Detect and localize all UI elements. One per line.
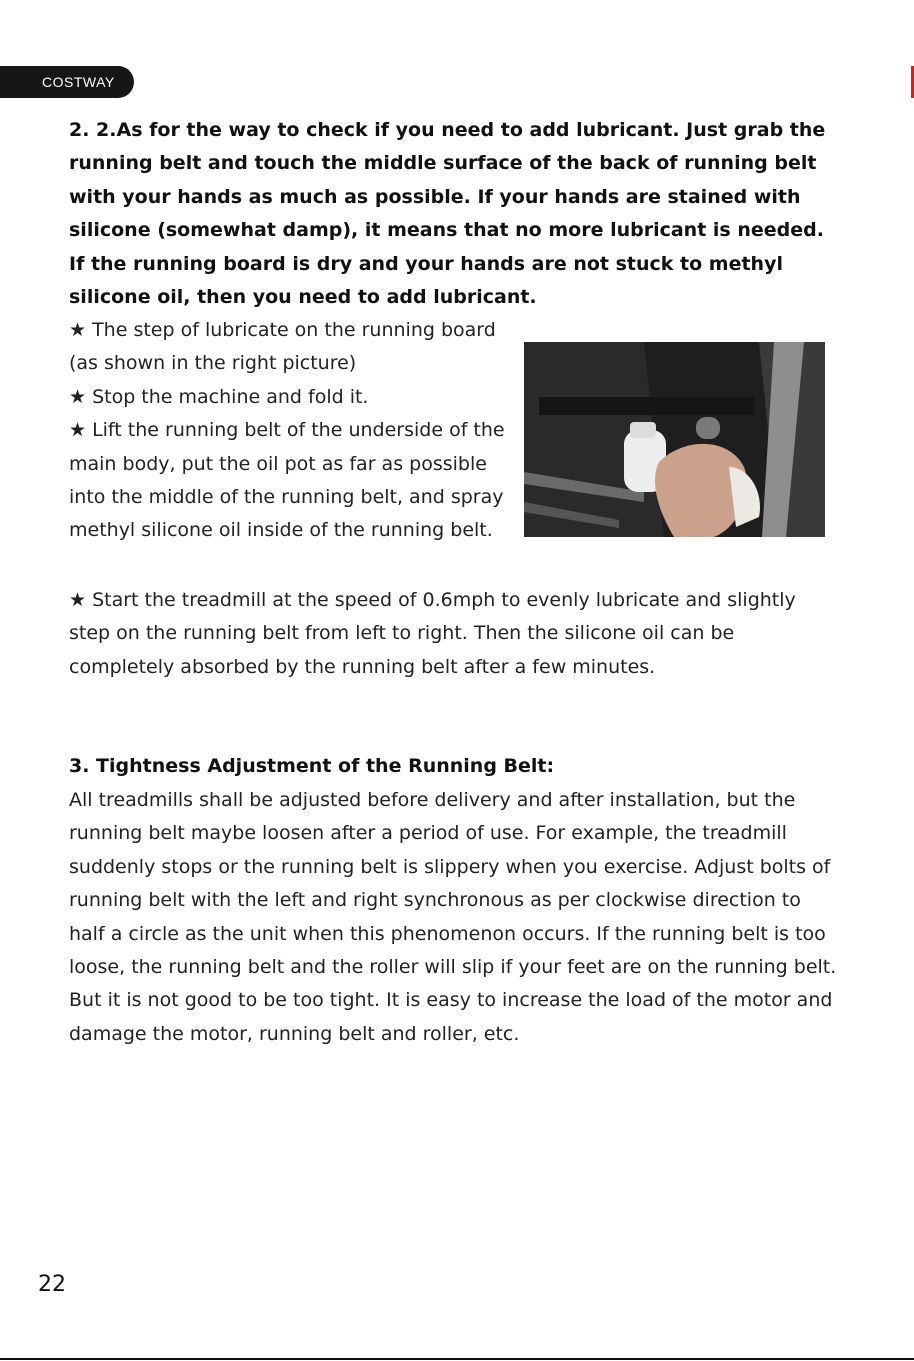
step-lift-belt: ★ Lift the running belt of the underside of the main body, put the oil pot as far as possible into the middle of the running belt, and spray methyl silicone oil inside of the running belt. xyxy=(69,419,505,542)
bottom-rule xyxy=(0,1358,914,1360)
page-number: 22 xyxy=(38,1272,66,1297)
brand-tab: COSTWAY xyxy=(0,66,134,98)
step-lubricate-board: ★ The step of lubricate on the running board (as shown in the right picture) xyxy=(69,319,496,375)
lubrication-photo xyxy=(524,342,825,537)
lubricant-check-paragraph: 2. 2.As for the way to check if you need to add lubricant. Just grab the running belt and touch the middle surface of the back of running belt with your hands as much as possible. If your hands are stained with silicone (somewhat damp), it means that no more lubricant is needed. If the running board is dry and your hands are not stuck to methyl silicone oil, then you need to add lubricant. xyxy=(69,119,826,309)
step-start-treadmill: ★ Start the treadmill at the speed of 0.6mph to evenly lubricate and slightly step on the running belt from left to right. Then the silicone oil can be completely absorbed by the running belt after a few minutes. xyxy=(69,589,796,678)
step-stop-machine: ★ Stop the machine and fold it. xyxy=(69,385,369,408)
lubrication-photo-illustration xyxy=(524,342,825,537)
tightness-paragraph: All treadmills shall be adjusted before delivery and after installation, but the running belt maybe loosen after a period of use. For example, the treadmill suddenly stops or the running belt is slippery when you exercise. Adjust bolts of running belt with the left and right synchronous as per clockwise direction to half a circle as the unit when this phenomenon occurs. If the running belt is too loose, the running belt and the roller will slip if your feet are on the running belt. But it is not good to be too tight. It is easy to increase the load of the motor and damage the motor, running belt and roller, etc. xyxy=(69,789,837,1045)
lubrication-steps xyxy=(69,314,519,548)
section-heading: 3. Tightness Adjustment of the Running Belt: xyxy=(69,755,555,777)
